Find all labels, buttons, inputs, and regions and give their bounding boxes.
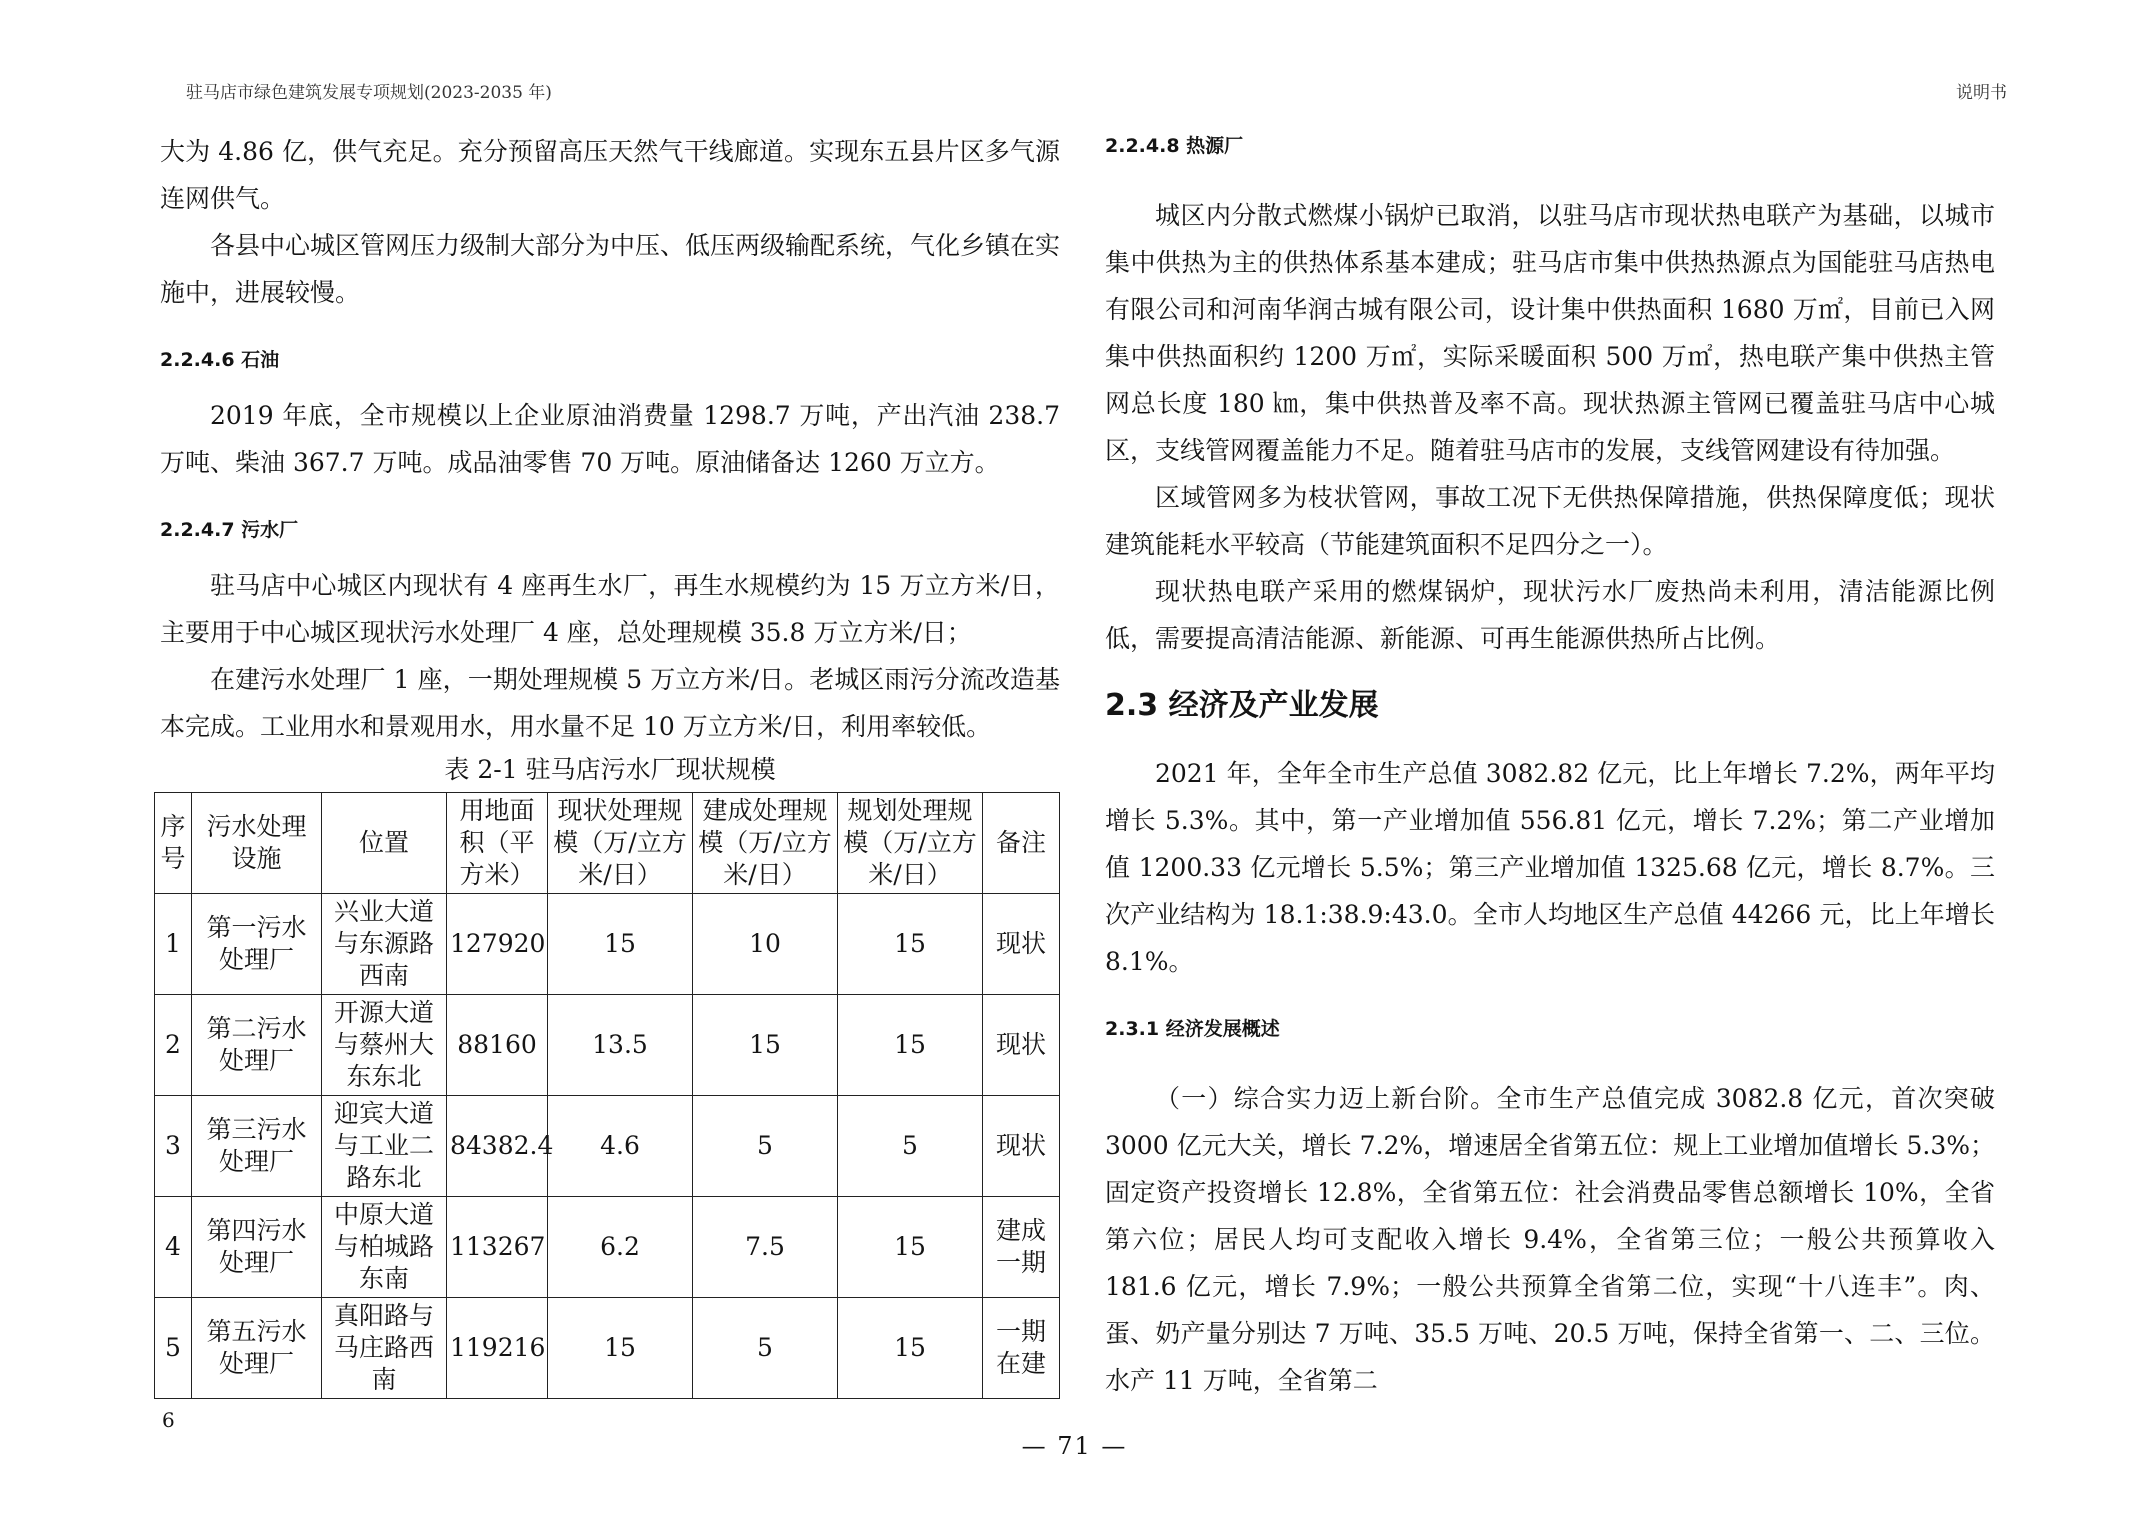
right-column — [1105, 128, 1995, 1404]
table-cell: 127920 — [447, 894, 548, 995]
section-heading-2247: 2.2.4.7 污水厂 — [160, 519, 299, 541]
footer-left-number: 6 — [162, 1408, 175, 1432]
table-row — [155, 1298, 1060, 1399]
table-header-cell: 用地面积（平方米） — [447, 793, 548, 894]
table-cell: 15 — [693, 995, 838, 1096]
header-label: 说明书 — [1956, 83, 2007, 103]
paragraph: 区域管网多为枝状管网，事故工况下无供热保障措施，供热保障度低；现状建筑能耗水平较高（节能建筑面积不足四分之一）。 — [1105, 483, 1995, 559]
table-header-cell: 备注 — [983, 793, 1060, 894]
paragraph: 现状热电联产采用的燃煤锅炉，现状污水厂废热尚未利用，清洁能源比例低，需要提高清洁能源、新能源、可再生能源供热所占比例。 — [1105, 577, 1995, 653]
table-cell: 5 — [693, 1096, 838, 1197]
table-header-cell: 污水处理设施 — [192, 793, 322, 894]
table-cell: 15 — [548, 1298, 693, 1399]
table-cell: 1 — [155, 894, 192, 995]
table-row — [155, 894, 1060, 995]
paragraph: 各县中心城区管网压力级制大部分为中压、低压两级输配系统，气化乡镇在实施中，进展较慢。 — [160, 231, 1061, 307]
table-cell: 4 — [155, 1197, 192, 1298]
table-cell: 15 — [838, 995, 983, 1096]
table-cell: 迎宾大道与工业二路东北 — [322, 1096, 447, 1197]
paragraph: （一）综合实力迈上新台阶。全市生产总值完成 3082.8 亿元，首次突破 3000 亿元大关，增长 7.2%，增速居全省第五位：规上工业增加值增长 5.3%；固定资产投资增长 12.8%，全省第五位：社会消费品零售总额增长 10%，全省第六位；居民人均可支配收入增长 9.4%，全省第三位；一般公共预算收入 181.6 亿元，增长 7.9%；一般公共预算全省第二位，实现“十八连丰”。肉、蛋、奶产量分别达 7 万吨、35.5 万吨、20.5 万吨，保持全省第一、二、三位。水产 11 万吨，全省第二 — [1105, 1084, 1995, 1395]
table-cell: 现状 — [983, 1096, 1060, 1197]
table-cell: 2 — [155, 995, 192, 1096]
table-cell: 7.5 — [693, 1197, 838, 1298]
table-caption: 表 2-1 驻马店污水厂现状规模 — [444, 755, 776, 784]
table-cell: 10 — [693, 894, 838, 995]
section-heading-2248: 2.2.4.8 热源厂 — [1105, 135, 1244, 157]
table-cell: 119216 — [447, 1298, 548, 1399]
table-header-cell: 位置 — [322, 793, 447, 894]
table-cell: 5 — [838, 1096, 983, 1197]
paragraph: 城区内分散式燃煤小锅炉已取消，以驻马店市现状热电联产为基础，以城市集中供热为主的供热体系基本建成；驻马店市集中供热热源点为国能驻马店热电有限公司和河南华润古城有限公司，设计集中供热面积 1680 万㎡，目前已入网集中供热面积约 1200 万㎡，实际采暖面积 500 万㎡，热电联产集中供热主管网总长度 180 ㎞，集中供热普及率不高。现状热源主管网已覆盖驻马店中心城区，支线管网覆盖能力不足。随着驻马店市的发展，支线管网建设有待加强。 — [1105, 201, 1995, 465]
table-cell: 84382.4 — [447, 1096, 548, 1197]
table-header-row — [155, 793, 1060, 894]
table-cell: 6.2 — [548, 1197, 693, 1298]
table-cell: 113267 — [447, 1197, 548, 1298]
left-column — [160, 128, 1060, 1399]
page-number: — 71 — — [1021, 1432, 1128, 1460]
table-header-cell: 建成处理规模（万/立方米/日） — [693, 793, 838, 894]
table-cell: 兴业大道与东源路西南 — [322, 894, 447, 995]
table-cell: 13.5 — [548, 995, 693, 1096]
section-heading-231: 2.3.1 经济发展概述 — [1105, 1018, 1280, 1040]
table-cell: 第三污水处理厂 — [192, 1096, 322, 1197]
table-row — [155, 1197, 1060, 1298]
paragraph: 在建污水处理厂 1 座，一期处理规模 5 万立方米/日。老城区雨污分流改造基本完成。工业用水和景观用水，用水量不足 10 万立方米/日，利用率较低。 — [160, 665, 1060, 741]
paragraph: 大为 4.86 亿，供气充足。充分预留高压天然气干线廊道。实现东五县片区多气源连网供气。 — [160, 137, 1060, 213]
table-cell: 15 — [838, 1197, 983, 1298]
wastewater-plant-table — [154, 792, 1060, 1399]
section-heading-23: 2.3 经济及产业发展 — [1105, 688, 1379, 723]
table-row — [155, 1096, 1060, 1197]
paragraph: 驻马店中心城区内现状有 4 座再生水厂，再生水规模约为 15 万立方米/日，主要用于中心城区现状污水处理厂 4 座，总处理规模 35.8 万立方米/日； — [160, 571, 1060, 647]
table-cell: 第五污水处理厂 — [192, 1298, 322, 1399]
table-cell: 开源大道与蔡州大东东北 — [322, 995, 447, 1096]
table-cell: 第一污水处理厂 — [192, 894, 322, 995]
table-cell: 现状 — [983, 995, 1060, 1096]
table-cell: 5 — [155, 1298, 192, 1399]
header-title: 驻马店市绿色建筑发展专项规划(2023-2035 年) — [186, 83, 552, 103]
table-header-cell: 现状处理规模（万/立方米/日） — [548, 793, 693, 894]
table-cell: 5 — [693, 1298, 838, 1399]
table-cell: 中原大道与柏城路东南 — [322, 1197, 447, 1298]
paragraph: 2021 年，全年全市生产总值 3082.82 亿元，比上年增长 7.2%，两年平均增长 5.3%。其中，第一产业增加值 556.81 亿元，增长 7.2%；第二产业增加值 1200.33 亿元增长 5.5%；第三产业增加值 1325.68 亿元，增长 8.7%。三次产业结构为 18.1:38.9:43.0。全市人均地区生产总值 44266 元，比上年增长 8.1%。 — [1105, 759, 1995, 976]
table-cell: 真阳路与马庄路西南 — [322, 1298, 447, 1399]
table-cell: 建成一期 — [983, 1197, 1060, 1298]
section-heading-2246: 2.2.4.6 石油 — [160, 349, 280, 371]
paragraph: 2019 年底，全市规模以上企业原油消费量 1298.7 万吨，产出汽油 238.7 万吨、柴油 367.7 万吨。成品油零售 70 万吨。原油储备达 1260 万立方。 — [160, 401, 1060, 477]
table-row — [155, 995, 1060, 1096]
table-cell: 4.6 — [548, 1096, 693, 1197]
table-header-cell: 规划处理规模（万/立方米/日） — [838, 793, 983, 894]
table-cell: 第四污水处理厂 — [192, 1197, 322, 1298]
table-cell: 88160 — [447, 995, 548, 1096]
table-cell: 一期在建 — [983, 1298, 1060, 1399]
table-cell: 15 — [548, 894, 693, 995]
table-cell: 15 — [838, 894, 983, 995]
table-cell: 第二污水处理厂 — [192, 995, 322, 1096]
table-cell: 3 — [155, 1096, 192, 1197]
table-cell: 现状 — [983, 894, 1060, 995]
table-header-cell: 序号 — [155, 793, 192, 894]
table-cell: 15 — [838, 1298, 983, 1399]
